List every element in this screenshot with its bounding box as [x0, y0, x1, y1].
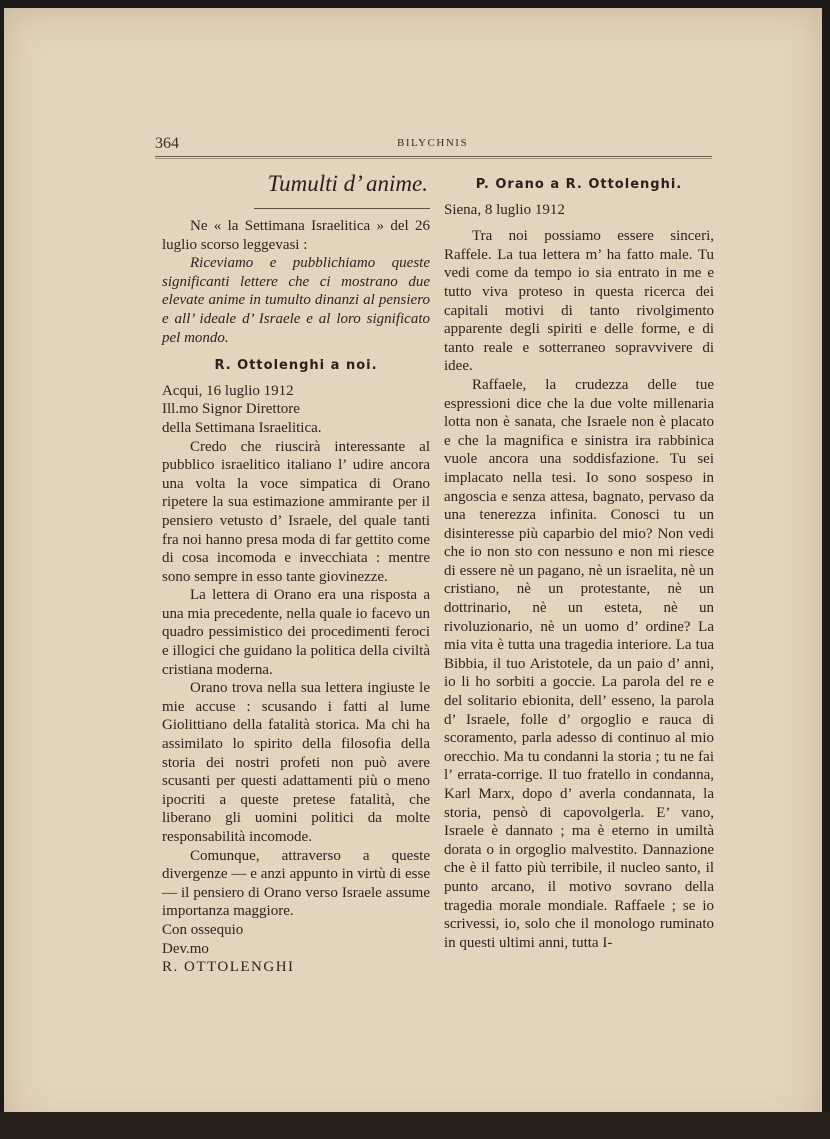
- title-underline: [254, 208, 430, 209]
- dateline-siena: Siena, 8 luglio 1912: [444, 201, 565, 218]
- letter-paragraph: Credo che riuscirà interessante al pubblico israelitico italiano l’ udire ancora una volta la voce simpatica di Orano ripetere la sua estimazione ammirante per il pensiero vetusto d’ Israele, del quale tanti fra noi hanno presa moda di far gettito come di cosa incomoda e invecchiata : mentre sono sempre in esso tante giovinezze.: [162, 438, 430, 585]
- header-rule: [155, 156, 712, 157]
- letter-paragraph: Raffaele, la crudezza delle tue espressioni dice che la due volte millenaria lotta non è sanata, che Israele non è placato e che la magnifica e sinistra ira rabbinica vuole ancora una soddisfazione. Tu sei implacato nella tesi. Io sono sospeso in angoscia e senza attesa, bagnato, pervaso da una tenerezza infinita. Conosci tu un disinteresse più caparbio del mio? Non vedi che io non sto con nessuno e non mi riesce di essere nè un pagano, nè un israelita, nè un cristiano, nè un protestante, nè un dottrinario, nè un esteta, nè un rivoluzionario, nè un uomo d’ ordine? La mia vita è tutta una tragedia interiore. La tua Bibbia, il tuo Aristotele, da un paio d’ anni, io li ho sorbiti a goccie. La parola del re e del solitario ebionita, dell’ esseno, la parola d’ Israele, folle d’ orgoglio e rauca di scoramento, parla adesso di continuo al mio orecchio. Ma tu condanni la storia ; tu ne fai l’ errata-corrige. Il tuo fratello in condanna, Karl Marx, dopo d’ averla condannata, la storia, pensò di capovolgerla. E’ vano, Israele è dannato ; ma è eterno in umiltà dorata o in orgoglio malvestito. Dannazione che è il fatto più terribile, il nucleo santo, il punto arcano, il motivo sovrano della tragedia morale mondiale. Raffaele ; se io scrivessi, io, solo che il monologo ruminato in questi ultimi anni, tutta I-: [444, 376, 714, 951]
- page-number: 364: [155, 135, 179, 152]
- section-heading-orano: P. Orano a R. Ottolenghi.: [475, 177, 683, 192]
- letter-paragraph: La lettera di Orano era una risposta a una mia precedente, nella quale io facevo un quadro pessimistico dei procedimenti feroci e illogici che guidano la politica della civiltà cristiana moderna.: [162, 587, 430, 678]
- signature: R. OTTOLENGHI: [162, 959, 295, 976]
- header-rule-secondary: [155, 158, 712, 159]
- right-column: [444, 170, 714, 952]
- devotissimo-line: Dev.mo: [162, 940, 209, 957]
- page-bottom-edge: [0, 1112, 830, 1139]
- article-title: Tumulti d’ anime.: [267, 171, 428, 196]
- closing-line: Con ossequio: [162, 921, 244, 938]
- address-line-1: Ill.mo Signor Direttore: [162, 401, 300, 418]
- intro-quote: Riceviamo e pubblichiamo queste significanti lettere che ci mostrano due elevate anime in tumulto dinanzi al pensiero e all’ ideale d’ Israele e al loro significato pel mondo.: [162, 255, 430, 346]
- dateline-acqui: Acqui, 16 luglio 1912: [162, 382, 294, 399]
- letter-paragraph: Tra noi possiamo essere sinceri, Raffele. La tua lettera m’ ha fatto male. Tu vedi come da tempo io sia entrato in me e tutto viva proteso in questa ricerca dei capitali motivi di tanto rivolgimento apparente degli spiriti e delle forme, e di tanto reale e sotterraneo sopravvivere di idee.: [444, 228, 714, 375]
- left-column: [162, 170, 430, 977]
- page-header: [155, 132, 712, 156]
- intro-paragraph: Ne « la Settimana Israelitica » del 26 luglio scorso leggevasi :: [162, 218, 430, 253]
- section-heading-ottolenghi: R. Ottolenghi a noi.: [214, 358, 378, 374]
- letter-paragraph: Orano trova nella sua lettera ingiuste le mie accuse : scusando i fatti al lume Giolittiano della fatalità storica. Ma chi ha assimilato lo spirito della filosofia della storia dei nostri profeti non può avere scusanti per questi adattamenti più o meno ipocriti a queste pretese fatalità, che liberano gli uomini politici da molte responsabilità incomode.: [162, 680, 430, 845]
- letter-paragraph: Comunque, attraverso a queste divergenze — e anzi appunto in virtù di esse — il pensiero di Orano verso Israele assume importanza maggiore.: [162, 847, 430, 920]
- address-line-2: della Settimana Israelitica.: [162, 419, 322, 436]
- journal-title: BILYCHNIS: [397, 137, 469, 149]
